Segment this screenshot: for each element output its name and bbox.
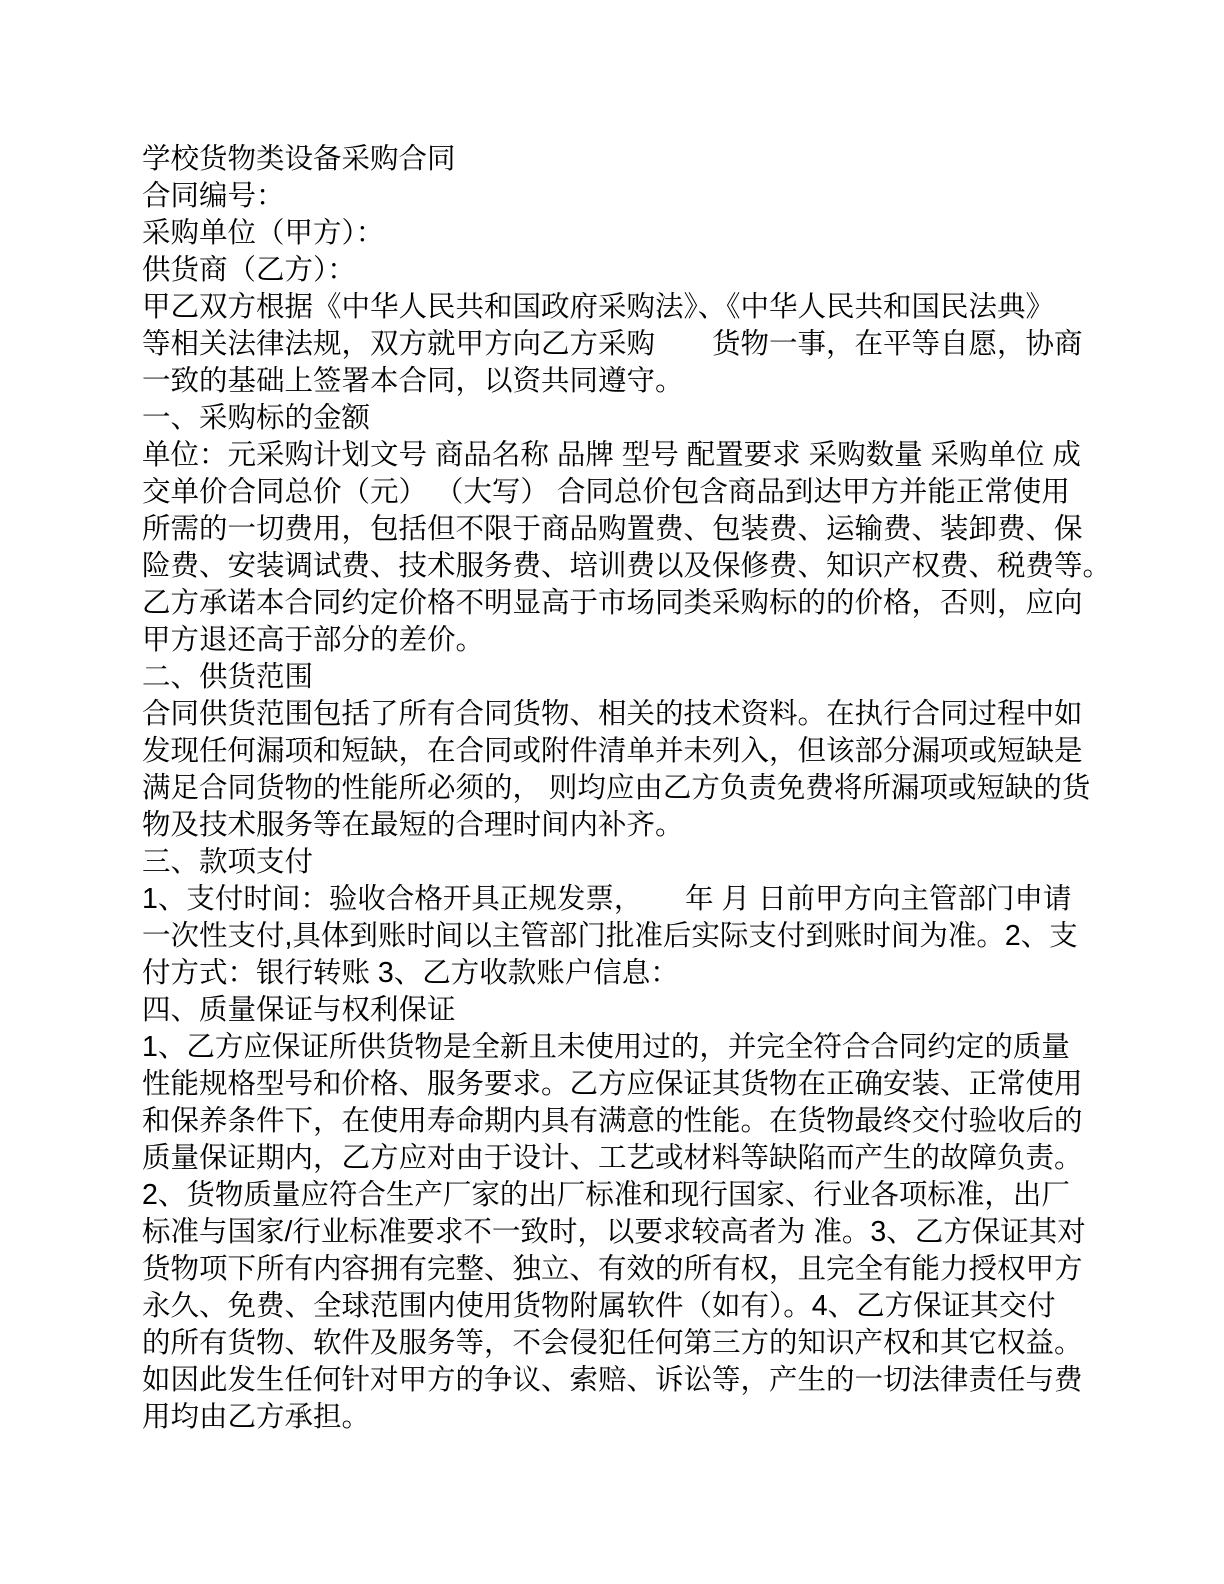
document-line: 标准与国家/行业标准要求不一致时，以要求较高者为 准。3、乙方保证其对 xyxy=(142,1216,1086,1248)
document-line: 合同供货范围包括了所有合同货物、相关的技术资料。在执行合同过程中如 xyxy=(142,698,1083,730)
document-line: 三、款项支付 xyxy=(142,846,314,878)
document-line: 1、支付时间：验收合格开具正规发票， 年 月 日前甲方向主管部门申请 xyxy=(142,883,1072,915)
document-line: 供货商（乙方）： xyxy=(142,254,356,286)
document-line: 性能规格型号和价格、服务要求。乙方应保证其货物在正确安装、正常使用 xyxy=(142,1068,1083,1100)
document-line: 四、质量保证与权利保证 xyxy=(142,994,456,1026)
document-line: 险费、安装调试费、技术服务费、培训费以及保修费、知识产权费、税费等。 xyxy=(142,550,1112,582)
document-line: 2、货物质量应符合生产厂家的出厂标准和现行国家、行业各项标准，出厂 xyxy=(142,1179,1070,1211)
document-line: 用均由乙方承担。 xyxy=(142,1401,371,1433)
document-line: 甲方退还高于部分的差价。 xyxy=(142,624,485,656)
document-body xyxy=(142,178,1112,1436)
document-line: 和保养条件下，在使用寿命期内具有满意的性能。在货物最终交付验收后的 xyxy=(142,1105,1083,1137)
document-line: 一次性支付,具体到账时间以主管部门批准后实际支付到账时间为准。2、支 xyxy=(142,920,1078,952)
document-line: 等相关法律法规，双方就甲方向乙方采购 货物一事，在平等自愿，协商 xyxy=(142,328,1083,360)
document-line: 合同编号： xyxy=(142,180,285,212)
document-line: 付方式：银行转账 3、乙方收款账户信息： xyxy=(142,957,679,989)
document-line: 甲乙双方根据《中华人民共和国政府采购法》、《中华人民共和国民法典》 xyxy=(142,291,1055,323)
document-line: 物及技术服务等在最短的合理时间内补齐。 xyxy=(142,809,684,841)
document-line: 乙方承诺本合同约定价格不明显高于市场同类采购标的的价格，否则，应向 xyxy=(142,587,1083,619)
document-line: 发现任何漏项和短缺，在合同或附件清单并未列入，但该部分漏项或短缺是 xyxy=(142,735,1083,767)
document-line: 二、供货范围 xyxy=(142,661,314,693)
document-line: 质量保证期内，乙方应对由于设计、工艺或材料等缺陷而产生的故障负责。 xyxy=(142,1142,1083,1174)
document-line: 满足合同货物的性能所必须的， 则均应由乙方负责免费将所漏项或短缺的货 xyxy=(142,772,1091,804)
document-line: 永久、免费、全球范围内使用货物附属软件（如有）。4、乙方保证其交付 xyxy=(142,1290,1056,1322)
document-line: 交单价合同总价（元） （大写） 合同总价包含商品到达甲方并能正常使用 xyxy=(142,476,1070,508)
document-line: 一致的基础上签署本合同，以资共同遵守。 xyxy=(142,365,684,397)
document-line: 货物项下所有内容拥有完整、独立、有效的所有权，且完全有能力授权甲方 xyxy=(142,1253,1083,1285)
document-line: 1、乙方应保证所供货物是全新且未使用过的，并完全符合合同约定的质量 xyxy=(142,1031,1070,1063)
contract-document xyxy=(142,141,1112,1436)
document-title: 学校货物类设备采购合同 xyxy=(142,143,456,175)
document-line: 如因此发生任何针对甲方的争议、索赔、诉讼等，产生的一切法律责任与费 xyxy=(142,1364,1083,1396)
document-line: 单位：元采购计划文号 商品名称 品牌 型号 配置要求 采购数量 采购单位 成 xyxy=(142,439,1081,471)
document-line: 采购单位（甲方）： xyxy=(142,217,385,249)
document-line: 所需的一切费用，包括但不限于商品购置费、包装费、运输费、装卸费、保 xyxy=(142,513,1083,545)
document-line: 一、采购标的金额 xyxy=(142,402,371,434)
document-line: 的所有货物、软件及服务等，不会侵犯任何第三方的知识产权和其它权益。 xyxy=(142,1327,1083,1359)
